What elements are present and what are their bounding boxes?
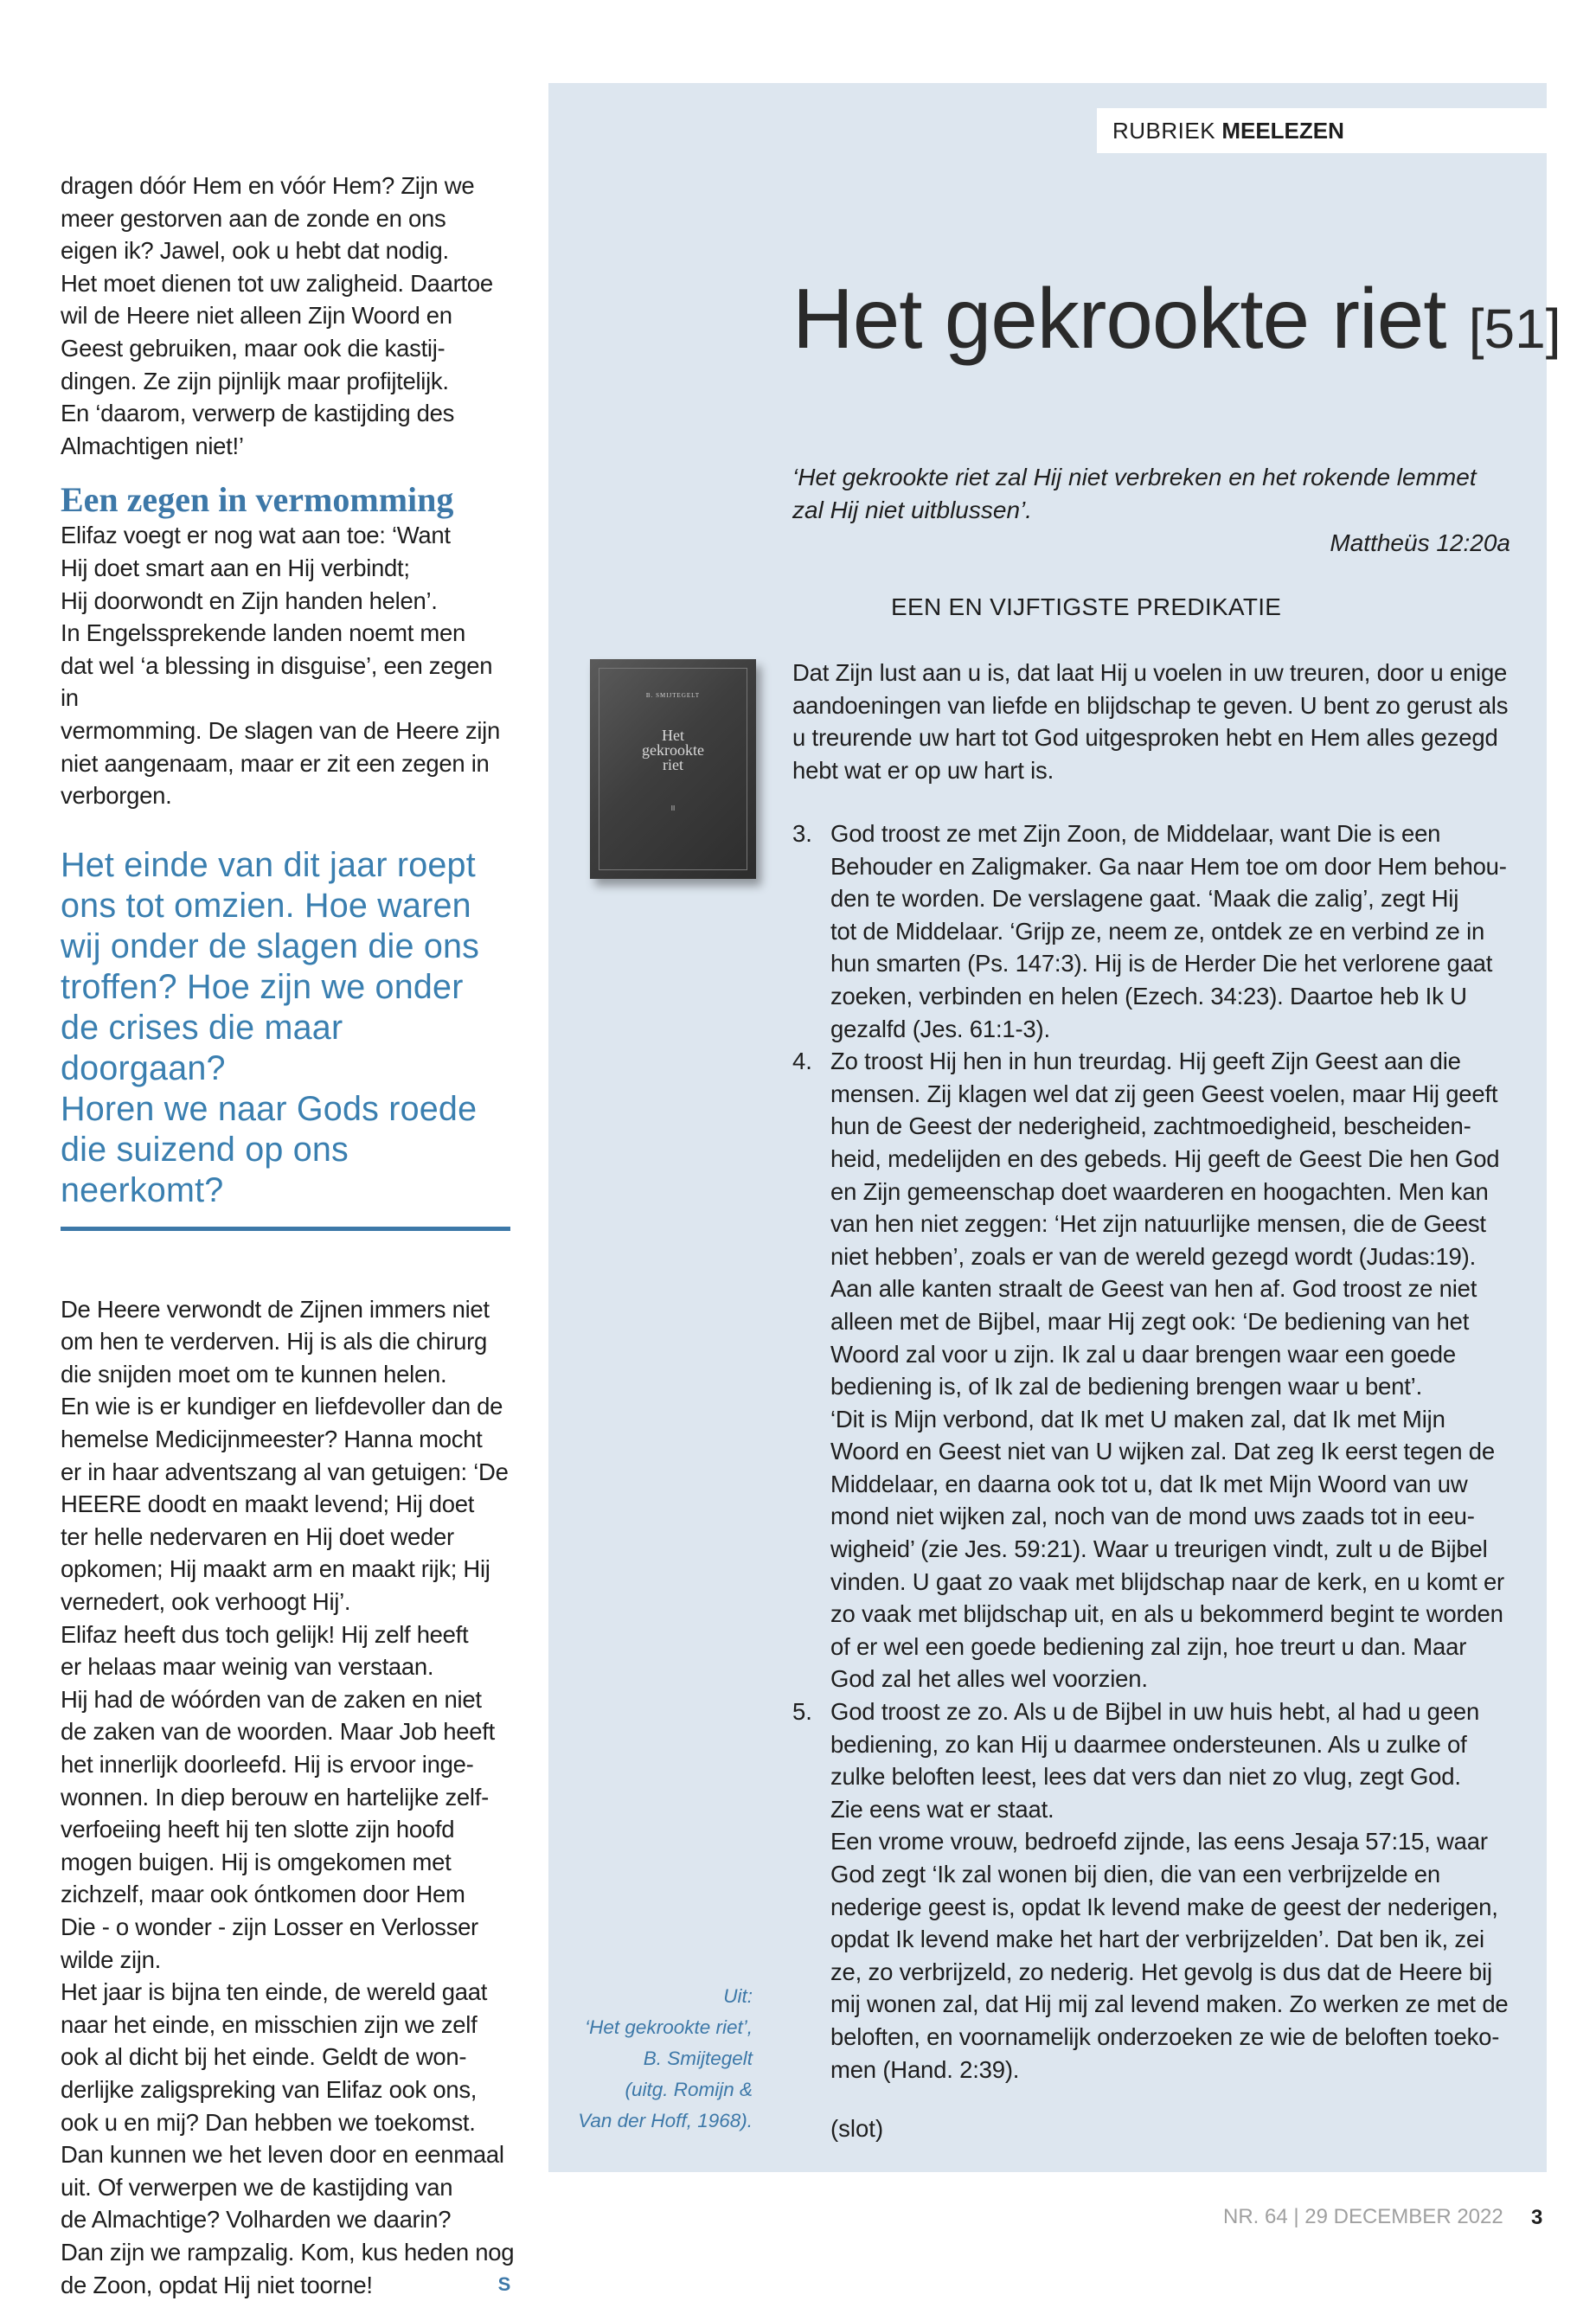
book-cover-author: B. SMIJTEGELT [645,692,701,699]
subheading: Een zegen in vermomming [61,480,454,520]
point-number: 3. [792,820,812,847]
book-cover-image [590,659,756,879]
left-paragraph-3: De Heere verwondt de Zijnen immers niet om hen te verderven. Hij is als die chirurg die snijden moet om te kunnen helen. En wie is er kundiger en liefdevoller dan de hemelse Medicijnmeester? Hanna mocht er in haar adventszang al van getuigen: ‘De HEERE doodt en maakt levend; Hij doet ter helle nedervaren en Hij doet weder opkomen; Hij maakt arm en maakt rijk; Hij vernedert, ook verhoogt Hij’. Elifaz heeft dus toch gelijk! Hij zelf heeft er helaas maar weinig van verstaan. Hij had de wóórden van de zaken en niet de zaken van de woorden. Maar Job heeft het innerlijk doorleefd. Hij is ervoor inge- wonnen. In diep berouw en hartelijke zelf- verfoeiing heeft hij ten slotte zijn hoofd mogen buigen. Hij is omgekomen met zichzelf, maar ook óntkomen door Hem Die - o wonder - zijn Losser en Verlosser wilde zijn. Het jaar is bijna ten einde, de wereld gaat naar het einde, en misschien zijn we zelf ook al dicht bij het einde. Geldt de won- derlijke zaligspreking van Elifaz ook ons, ook u en mij? Dan hebben we toekomst. Dan kunnen we het leven door en eenmaal uit. Of verwerpen we de kastijding van de Almachtige? Volharden we daarin? Dan zijn we rampzalig. Kom, kus heden nog de Zoon, opdat Hij niet toorne! [61,1295,515,2298]
pull-quote: Het einde van dit jaar roept ons tot omzien. Hoe waren wij onder de slagen die ons troffen? Hoe zijn we onder de crises die maar doorgaan? Horen we naar Gods roede die suizend op ons neerkomt? [61,845,480,1209]
image-caption: Uit: ‘Het gekrookte riet’, B. Smijtegelt (uitg. Romijn & Van der Hoff, 1968). [578,1985,753,2131]
point-text: God troost ze zo. Als u de Bijbel in uw huis hebt, al had u geen bediening, zo kan Hij u daarmee ondersteunen. Als u zulke of zulke beloften leest, lees dat vers dan niet zo vlug, zegt God. Zie eens wat er staat. Een vrome vrouw, bedroefd zijnde, las eens Jesaja 57:15, waar God zegt ‘Ik zal wonen bij dien, die van een verbrijzelde en nederige geest is, opdat Ik levend make de geest der nederigen, opdat Ik levend make het hart der verbrijzelden’. Dat ben ik, zei ze, zo verbrijzeld, zo nederig. Het gevolg is dus dat de Heere bij mij wonen zal, dat Hij mij zal levend maken. Zo werken ze met de beloften, en voornamelijk onderzoeken ze wie de beloften toeko- men (Hand. 2:39). [830,1698,1509,2083]
article-title-text: Het gekrookte riet [792,271,1446,366]
issue-folio: NR. 64 | 29 DECEMBER 2022 [1223,2205,1503,2228]
page-number: 3 [1531,2206,1543,2229]
closing-note: (slot) [830,2115,884,2142]
numbered-points [792,817,1510,2086]
article-title [792,270,1561,377]
sermon-heading: EEN EN VIJFTIGSTE PREDIKATIE [891,593,1282,620]
intro-paragraph: Dat Zijn lust aan u is, dat laat Hij u voelen in uw treuren, door u enige aandoeningen van liefde en blijdschap te geven. U bent zo gerust als u treurende uw hart tot God uitgesproken hebt en Hem alles gezegd hebt wat er op uw hart is. [792,659,1509,784]
point-text: Zo troost Hij hen in hun treurdag. Hij geeft Zijn Geest aan die mensen. Zij klagen wel dat zij geen Geest voelen, maar Hij geeft hun de Geest der nederigheid, zachtmoedigheid, bescheiden- heid, medelijden en des gebeds. Hij geeft de Geest Die hen God en Zijn gemeenschap doet waarderen en hoogachten. Men kan van hen niet zeggen: ‘Het zijn natuurlijke mensen, die de Geest niet hebben’, zoals er van de wereld gezegd wordt (Judas:19). Aan alle kanten straalt de Geest van hen af. God troost ze niet alleen met de Bijbel, maar Hij zegt ook: ‘De bediening van het Woord zal voor u zijn. Ik zal u daar brengen waar een goede bediening is, of Ik zal de bediening brengen waar u bent’. ‘Dit is Mijn verbond, dat Ik met U maken zal, dat Ik met Mijn Woord en Geest niet van U wijken zal. Dat zeg Ik eerst tegen de Middelaar, en daarna ook tot u, dat Ik met Mijn Woord van uw mond niet wijken zal, noch van de mond uws zaads tot in eeu- wigheid’ (zie Jes. 59:21). Waar u treurigen vindt, zult u de Bijbel vinden. U gaat zo vaak met blijdschap naar de kerk, en u komt er zo vaak met blijdschap uit, en als u bekommerd begint te worden of er wel een goede bediening zal zijn, hoe treurt u dan. Maar God zal het alles wel voorzien. [830,1048,1505,1693]
rubric-label [1097,108,1547,153]
article-number: [51] [1468,298,1561,360]
left-paragraph-1: dragen dóór Hem en vóór Hem? Zijn we meer gestorven aan de zonde en ons eigen ik? Jawel, ook u hebt dat nodig. Het moet dienen tot uw zaligheid. Daartoe wil de Heere niet alleen Zijn Woord en Geest gebruiken, maar ook die kastij- dingen. Ze zijn pijnlijk maar profijtelijk. En ‘daarom, verwerp de kastijding des Almachtigen niet!’ [61,172,493,459]
point-item [792,1695,1510,2086]
pull-quote-rule [61,1227,510,1231]
motto-reference: Mattheüs 12:20a [1330,529,1510,556]
rubric-name: MEELEZEN [1221,118,1344,144]
motto-quote: ‘Het gekrookte riet zal Hij niet verbreken en het rokende lemmet zal Hij niet uitblussen’. [792,464,1477,523]
point-item [792,1045,1510,1695]
rubric-prefix: RUBRIEK [1112,118,1216,144]
book-cover-title: Het gekrookte riet [642,727,704,773]
point-number: 4. [792,1048,812,1075]
left-paragraph-2: Elifaz voegt er nog wat aan toe: ‘Want Hij doet smart aan en Hij verbindt; Hij doorwondt en Zijn handen helen’. In Engelssprekende landen noemt men dat wel ‘a blessing in disguise’, een zegen in vermomming. De slagen van de Heere zijn niet aangenaam, maar er zit een zegen in verborgen. [61,522,500,810]
left-column [61,170,515,2301]
point-item [792,817,1510,1045]
end-of-article-icon: S [497,2273,511,2296]
book-cover-volume: II [670,804,676,812]
point-text: God troost ze met Zijn Zoon, de Middelaar, want Die is een Behouder en Zaligmaker. Ga naar Hem toe om door Hem behou- den te worden. De verslagene gaat. ‘Maak die zalig’, zegt Hij tot de Middelaar. ‘Grijp ze, neem ze, ontdek ze en verbind ze in hun smarten (Ps. 147:3). Hij is de Herder Die het verlorene gaat zoeken, verbinden en helen (Ezech. 34:23). Daartoe heb Ik U gezalfd (Jes. 61:1-3). [830,820,1507,1042]
point-number: 5. [792,1698,812,1726]
